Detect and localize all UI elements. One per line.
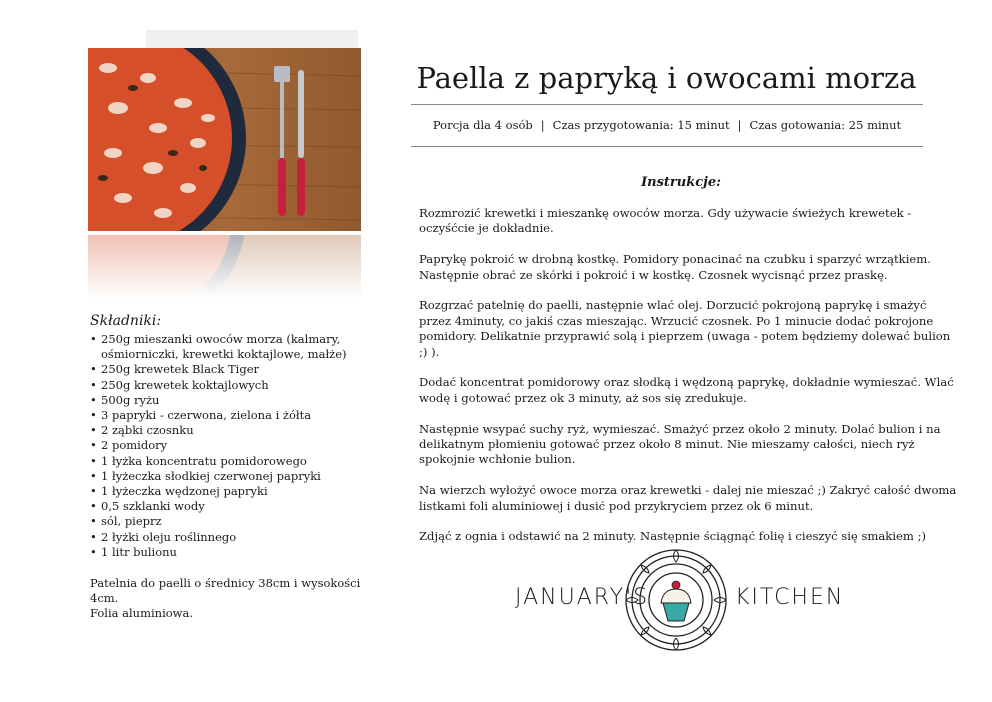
servings: Porcja dla 4 osób	[432, 118, 533, 132]
ingredients-list	[90, 332, 365, 560]
recipe-meta	[411, 117, 923, 133]
ingredient-item: • 1 łyżeczka wędzonej papryki	[90, 484, 365, 499]
ingredient-item: • 250g krewetek koktajlowych	[90, 378, 365, 393]
logo-text-right: KITCHEN	[735, 585, 845, 610]
meta-separator: |	[737, 118, 742, 132]
ingredient-item: • 0,5 szklanki wody	[90, 499, 365, 514]
ingredients-section	[90, 312, 365, 622]
equipment-notes	[90, 576, 365, 622]
logo-text-left: JANUARY'S	[515, 585, 650, 610]
ingredient-item: • 250g krewetek Black Tiger	[90, 362, 365, 377]
ingredient-item: • 2 pomidory	[90, 438, 365, 453]
ingredient-item: • 1 łyżeczka słodkiej czerwonej papryki	[90, 469, 365, 484]
instruction-step: Następnie wsypać suchy ryż, wymieszać. Smażyć przez około 2 minuty. Dolać bulion i na delikatnym płomieniu gotować przez około 8 minut. Nie mieszamy całości, niech ryż spokojnie wchłonie bulion.	[419, 421, 941, 467]
ingredient-item: • 250g mieszanki owoców morza (kalmary, ośmiorniczki, krewetki koktajlowe, małże)	[90, 332, 365, 362]
ingredient-item: • 2 łyżki oleju roślinnego	[90, 530, 365, 545]
instruction-step: Dodać koncentrat pomidorowy oraz słodką i wędzoną paprykę, dokładnie wymieszać. Wlać wodę i gotować przez ok 3 minuty, aż sos się zredukuje.	[419, 375, 954, 405]
ingredients-heading: Składniki:	[90, 313, 162, 329]
title-divider-top	[411, 104, 923, 105]
ingredient-item: • 500g ryżu	[90, 393, 365, 408]
instruction-step: Zdjąć z ognia i odstawić na 2 minuty. Następnie ściągnąć folię i cieszyć się smakiem ;)	[419, 529, 927, 544]
instruction-step: Rozmrozić krewetki i mieszankę owoców morza. Gdy używacie świeżych krewetek - oczyśćcie je dokładnie.	[419, 206, 912, 236]
paella-photo	[88, 48, 361, 231]
ingredient-item: • 2 ząbki czosnku	[90, 423, 365, 438]
recipe-title: Paella z papryką i owocami morza	[416, 61, 917, 95]
januarys-kitchen-logo	[515, 545, 845, 655]
ingredient-item: • 1 łyżka koncentratu pomidorowego	[90, 454, 365, 469]
cupcake-icon	[623, 547, 729, 653]
ingredient-item: • 1 litr bulionu	[90, 545, 365, 560]
instruction-step: Na wierzch wyłożyć owoce morza oraz krewetki - dalej nie mieszać ;) Zakryć całość dwoma listkami foli aluminiowej i dusić pod przykryciem przez ok 6 minut.	[419, 483, 957, 513]
equipment-pan: Patelnia do paelli o średnicy 38cm i wysokości 4cm.	[90, 576, 361, 606]
cook-time: Czas gotowania: 25 minut	[749, 118, 902, 132]
instruction-step: Rozgrzać patelnię do paelli, następnie wlać olej. Dorzucić pokrojoną paprykę i smażyć przez 4minuty, co jakiś czas mieszając. Wrzucić czosnek. Po 1 minucie dodać pokrojone pomidory. Delikatnie przyprawić solą i pieprzem (uwaga - potem będziemy dolewać bulion ;) ).	[419, 298, 951, 359]
instruction-step: Paprykę pokroić w drobną kostkę. Pomidory ponacinać na czubku i sparzyć wrzątkiem. Następnie obrać ze skórki i pokroić i w kostkę. Czosnek wycisnąć przez praskę.	[419, 252, 931, 282]
ingredient-item: • sól, pieprz	[90, 514, 365, 529]
title-divider-bottom	[411, 146, 923, 147]
instructions-heading: Instrukcje:	[641, 175, 721, 190]
meta-separator: |	[540, 118, 545, 132]
instructions-section	[419, 206, 959, 560]
photo-reflection	[88, 235, 361, 305]
equipment-foil: Folia aluminiowa.	[90, 606, 194, 621]
prep-time: Czas przygotowania: 15 minut	[552, 118, 730, 132]
ingredient-item: • 3 papryki - czerwona, zielona i żółta	[90, 408, 365, 423]
